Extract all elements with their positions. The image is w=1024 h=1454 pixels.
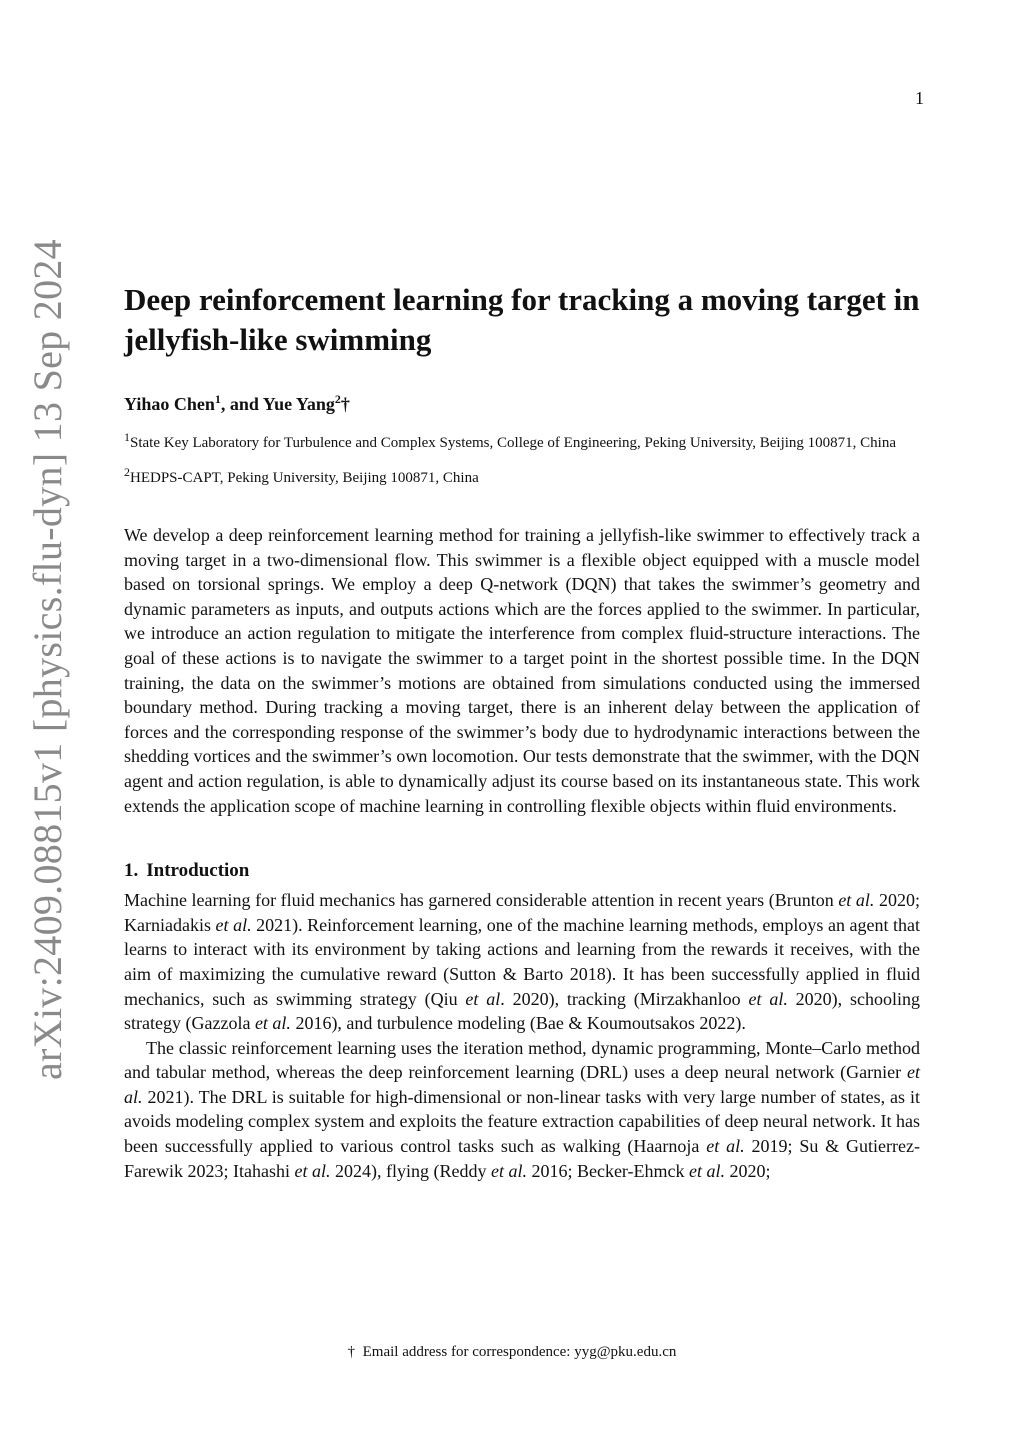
section-heading (124, 860, 920, 882)
footnote (0, 1344, 1024, 1361)
affiliation-text: State Key Laboratory for Turbulence and Complex Systems, College of Engineering, Peking University, Beijing 100871, China (130, 435, 896, 451)
citation-etal: et al. (706, 1136, 745, 1157)
affiliation (124, 427, 920, 454)
section-number: 1. (124, 860, 139, 882)
citation-etal: et al. (294, 1160, 331, 1181)
citation-etal: et al. (215, 914, 252, 935)
arxiv-identifier: arXiv:2409.08815v1 [physics.flu-dyn] 13 Sep 2024 (25, 239, 70, 1080)
citation-etal: et al. (254, 1013, 291, 1034)
paragraph-text: 2021). Reinforcement learning, one of the machine learning methods, employs an agent that learns to interact with its environment by taking actions and learning from the rewards it receives, with the aim of maximizing the cumulative reward (Sutton & Barto 2018). It has been successfully applied in fluid mechanics, such as swimming strategy (Qiu (124, 914, 921, 1009)
body-paragraph (124, 1036, 920, 1184)
affiliation (124, 462, 920, 489)
page-number: 1 (915, 88, 924, 108)
correspondence-dagger: † (340, 394, 350, 414)
paper-content (124, 280, 920, 1183)
citation-etal: et al. (689, 1160, 726, 1181)
citation-etal: et al. (124, 1062, 920, 1107)
affiliation-marker: 2 (124, 465, 130, 479)
author-name: Yihao Chen (124, 394, 215, 414)
affiliation-marker: 1 (124, 430, 130, 444)
paragraph-text: 2020; (725, 1160, 771, 1181)
paragraph-text: 2016; Becker-Ehmck (526, 1160, 690, 1181)
citation-etal: et al. (748, 988, 788, 1009)
affiliation-text: HEDPS-CAPT, Peking University, Beijing 100871, China (130, 470, 479, 486)
paragraph-text: 2016), and turbulence modeling (Bae & Koumoutsakos 2022). (290, 1013, 746, 1034)
affiliation-marker: 1 (214, 392, 221, 406)
paragraph-text: 2024), flying (Reddy (330, 1160, 491, 1181)
paragraph-text: 2020), schooling strategy (Gazzola (124, 988, 920, 1034)
paragraph-text: The classic reinforcement learning uses the iteration method, dynamic programming, Monte–Carlo method and tabular method, whereas the deep reinforcement learning (DRL) uses a deep neural network (Garnier (124, 1037, 920, 1083)
paper-title: Deep reinforcement learning for tracking a moving target in jellyfish-like swimming (124, 282, 920, 357)
paragraph-text: 2020; Karniadakis (124, 890, 920, 935)
paragraph-text: . 2020), tracking (Mirzakhanloo (500, 988, 749, 1009)
citation-etal: et al (465, 988, 501, 1009)
affiliation-marker: 2 (334, 392, 341, 406)
abstract: We develop a deep reinforcement learning method for training a jellyfish-like swimmer to effectively track a moving target in a two-dimensional flow. This swimmer is a flexible object equipped with a muscle model based on torsional springs. We employ a deep Q-network (DQN) that takes the swimmer’s geometry and dynamic parameters as inputs, and outputs actions which are the forces applied to the swimmer. In particular, we introduce an action regulation to mitigate the interference from complex fluid-structure interactions. The goal of these actions is to navigate the swimmer to a target point in the shortest possible time. In the DQN training, the data on the swimmer’s motions are obtained from simulations conducted using the immersed boundary method. During tracking a moving target, there is an inherent delay between the application of forces and the corresponding response of the swimmer’s body due to hydrodynamic interactions between the shedding vortices and the swimmer’s own locomotion. Our tests demonstrate that the swimmer, with the DQN agent and action regulation, is able to dynamically adjust its course based on its instantaneous state. This work extends the application scope of machine learning in controlling flexible objects within fluid environments. (124, 525, 920, 816)
footnote-text: Email address for correspondence: yyg@pku.edu.cn (362, 1344, 677, 1360)
footnote-dagger: † (347, 1344, 356, 1360)
citation-etal: et al. (490, 1160, 527, 1181)
paragraph-text: Machine learning for fluid mechanics has garnered considerable attention in recent years (Brunton (124, 890, 839, 911)
author-line (124, 392, 920, 415)
author-separator: , and (220, 394, 263, 414)
citation-etal: et al. (838, 890, 875, 911)
paragraph-text: 2021). The DRL is suitable for high-dimensional or non-linear tasks with very large number of states, as it avoids modeling complex system and exploits the feature extraction capabilities of deep neural network. It has been successfully applied to various control tasks such as walking (Haarnoja (124, 1086, 920, 1157)
section-title: Introduction (146, 860, 250, 882)
body-paragraph (124, 888, 920, 1036)
paragraph-text: 2019; Su & Gutierrez-Farewik 2023; Itahashi (124, 1136, 920, 1181)
author-name: Yue Yang (262, 394, 335, 414)
